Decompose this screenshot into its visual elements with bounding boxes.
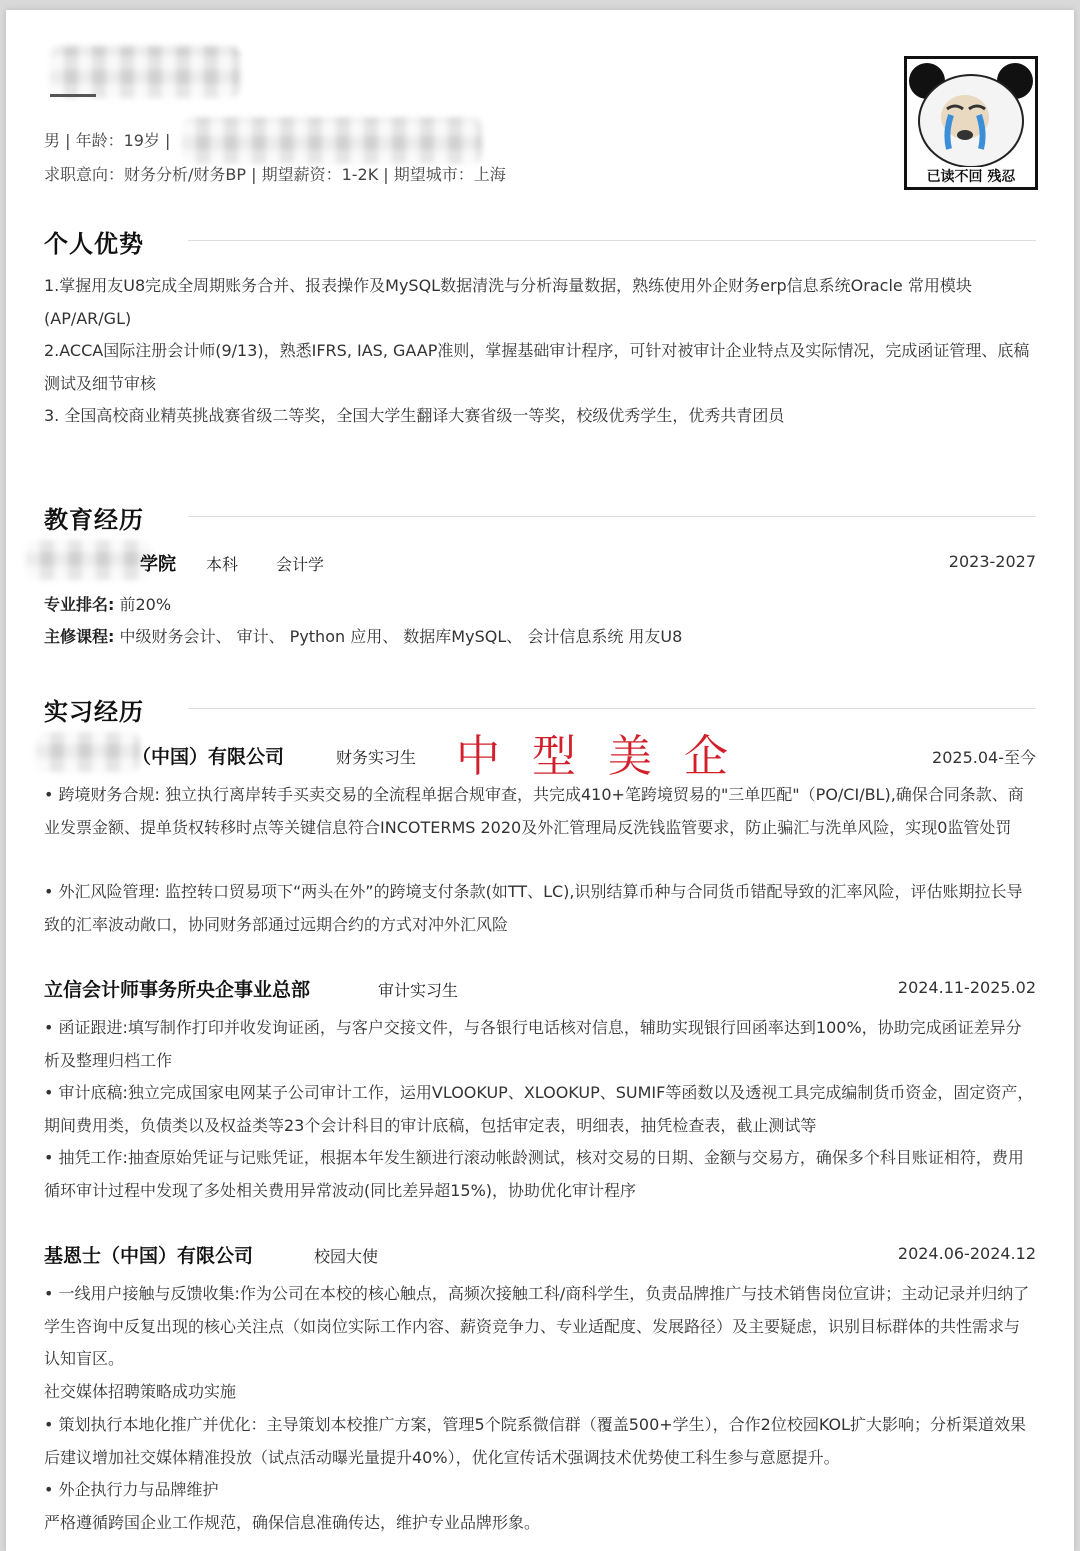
- job-1-bullet-1: • 跨境财务合规: 独立执行离岸转手买卖交易的全流程单据合规审查，共完成410+笔跨境贸易的"三单匹配"（PO/CI/BL),确保合同条款、商业发票金额、提单货权转移时点等关键信息符合INCOTERMS 2020及外汇管理局反洗钱监管要求，防止骗汇与洗单风险，实现0监管处罚: [44, 785, 1024, 837]
- job-3-bullet-3: • 外企执行力与品牌维护: [44, 1480, 219, 1499]
- job-3-subheading: 社交媒体招聘策略成功实施: [44, 1382, 237, 1401]
- courses-label: 主修课程:: [44, 627, 115, 646]
- rank-label: 专业排名:: [44, 595, 115, 614]
- job-2-bullet-2: • 审计底稿:独立完成国家电网某子公司审计工作，运用VLOOKUP、XLOOKUP、SUMIF等函数以及透视工具完成编制货币资金，固定资产，期间费用类，负债类以及权益类等23个会计科目的审计底稿，包括审定表，明细表，抽凭检查表，截止测试等: [44, 1083, 1034, 1135]
- job-1-role: 财务实习生: [336, 748, 417, 767]
- redacted-contact: [182, 118, 482, 164]
- job-3-org: 基恩士（中国）有限公司: [44, 1245, 254, 1267]
- advantage-item-2: 2.ACCA国际注册会计师(9/13)，熟悉IFRS, IAS, GAAP准则，掌握基础审计程序，可针对被审计企业特点及实际情况，完成函证管理、底稿测试及细节审核: [44, 341, 1030, 393]
- courses-value: 中级财务会计、 审计、 Python 应用、 数据库MySQL、 会计信息系统 用友U8: [114, 627, 683, 646]
- job-2-role: 审计实习生: [378, 981, 459, 1000]
- internship-title: 实习经历: [44, 698, 144, 726]
- redacted-company: [36, 732, 140, 772]
- job-2-date: 2024.11-2025.02: [897, 978, 1036, 997]
- courses-line: [44, 624, 682, 647]
- job-intent: 求职意向：财务分析/财务BP | 期望薪资：1-2K | 期望城市：上海: [44, 165, 506, 184]
- education-date: 2023-2027: [948, 552, 1036, 571]
- advantages-divider: [188, 240, 1036, 241]
- redacted-school: [26, 540, 152, 580]
- avatar: [904, 56, 1038, 190]
- job-1-bullet-2: • 外汇风险管理: 监控转口贸易项下“两头在外”的跨境支付条款(如TT、LC),识别结算币种与合同货币错配导致的汇率风险，评估账期拉长导致的汇率波动敞口，协同财务部通过远期合约的方式对冲外汇风险: [44, 882, 1023, 934]
- job-3-bullet-2: • 策划执行本地化推广并优化：主导策划本校推广方案，管理5个院系微信群（覆盖500+学生），合作2位校园KOL扩大影响；分析渠道效果后建议增加社交媒体精准投放（试点活动曝光量提升40%），优化宣传话术强调技术优势使工科生参与意愿提升。: [44, 1415, 1026, 1467]
- job-1-org: （中国）有限公司: [132, 746, 285, 768]
- job-3-date: 2024.06-2024.12: [897, 1244, 1036, 1263]
- name-underline: [50, 94, 96, 97]
- rank-value: 前20%: [114, 595, 172, 614]
- major: 会计学: [276, 555, 325, 574]
- job-1-date: 2025.04-至今: [932, 748, 1036, 767]
- internship-divider: [188, 708, 1036, 709]
- school-name: 学院: [140, 554, 176, 575]
- advantage-item-1: 1.掌握用友U8完成全周期账务合并、报表操作及MySQL数据清洗与分析海量数据，熟练使用外企财务erp信息系统Oracle 常用模块(AP/AR/GL): [44, 276, 972, 328]
- job-2-bullet-3: • 抽凭工作:抽查原始凭证与记账凭证，根据本年发生额进行滚动帐龄测试，核对交易的日期、金额与交易方，确保多个科目账证相符，费用循环审计过程中发现了多处相关费用异常波动(同比差异超15%)，协助优化审计程序: [44, 1148, 1024, 1200]
- education-title: 教育经历: [44, 506, 144, 534]
- job-3-closing: 严格遵循跨国企业工作规范，确保信息准确传达，维护专业品牌形象。: [44, 1513, 541, 1532]
- job-3-role: 校园大使: [314, 1247, 379, 1266]
- job-2-org: 立信会计师事务所央企事业总部: [44, 979, 311, 1001]
- degree: 本科: [206, 555, 239, 574]
- education-divider: [188, 516, 1036, 517]
- advantages-title: 个人优势: [44, 230, 144, 258]
- redacted-name: [50, 46, 240, 98]
- avatar-caption: 已读不回 残忍: [907, 167, 1035, 187]
- basic-info: 男 | 年龄：19岁 |: [44, 131, 171, 150]
- job-3-bullet-1: • 一线用户接触与反馈收集:作为公司在本校的核心触点，高频次接触工科/商科学生，负责品牌推广与技术销售岗位宣讲；主动记录并归纳了学生咨询中反复出现的核心关注点（如岗位实际工作内容、薪资竞争力、专业适配度、发展路径）及主要疑虑，识别目标群体的共性需求与认知盲区。: [44, 1284, 1030, 1368]
- advantage-item-3: 3. 全国高校商业精英挑战赛省级二等奖，全国大学生翻译大赛省级一等奖，校级优秀学生，优秀共青团员: [44, 406, 785, 425]
- rank-line: [44, 592, 171, 615]
- resume-page: [6, 10, 1074, 1551]
- job-1-tag: 中型美企: [456, 731, 760, 782]
- panda-meme-icon: [907, 59, 1035, 169]
- job-2-bullet-1: • 函证跟进:填写制作打印并收发询证函，与客户交接文件，与各银行电话核对信息，辅助实现银行回函率达到100%，协助完成函证差异分析及整理归档工作: [44, 1018, 1022, 1070]
